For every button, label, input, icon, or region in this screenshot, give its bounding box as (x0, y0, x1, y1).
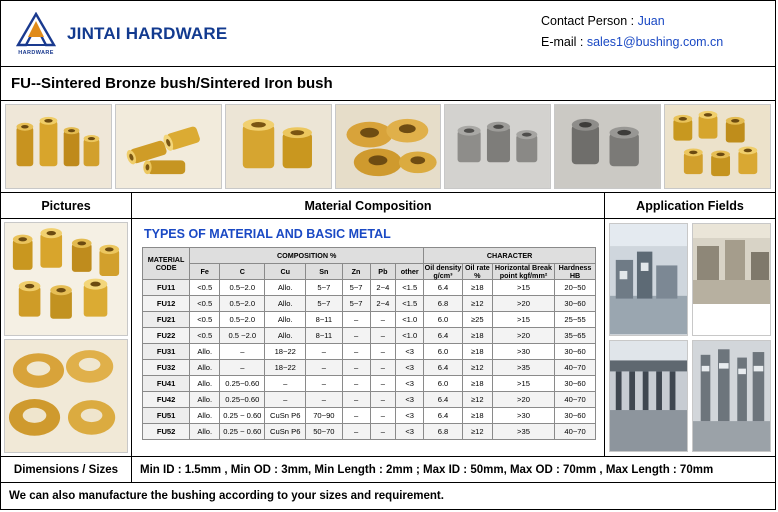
cell-fe: <0.5 (190, 328, 220, 344)
left-photo-1 (4, 222, 128, 336)
cell-code: FU41 (143, 376, 190, 392)
product-photo-4 (335, 104, 442, 189)
table-row (143, 344, 596, 360)
cell-other: <3 (396, 360, 424, 376)
cell-hardness: 30~60 (555, 344, 596, 360)
cell-pb: – (370, 392, 396, 408)
cell-cu: 18~22 (265, 360, 306, 376)
cell-pb: – (370, 408, 396, 424)
cell-oil-density: 6.4 (424, 392, 463, 408)
cell-cu: 18~22 (265, 344, 306, 360)
group-character: CHARACTER (424, 248, 596, 264)
cell-c: 0.5~2.0 (220, 312, 265, 328)
product-photo-2 (115, 104, 222, 189)
cell-code: FU31 (143, 344, 190, 360)
cell-oil-rate: ≥18 (462, 280, 492, 296)
application-photo-4 (692, 340, 771, 453)
cell-fe: Allo. (190, 360, 220, 376)
cell-oil-rate: ≥18 (462, 328, 492, 344)
cell-oil-rate: ≥25 (462, 312, 492, 328)
cell-oil-density: 6.4 (424, 328, 463, 344)
product-photo-strip (1, 101, 775, 193)
cell-break-point: >15 (492, 312, 554, 328)
cell-zn: – (342, 360, 370, 376)
col-oil-density: Oil density g/cm³ (424, 263, 462, 280)
cell-oil-density: 6.0 (424, 312, 463, 328)
cell-code: FU22 (143, 328, 190, 344)
cell-hardness: 40~70 (555, 392, 596, 408)
cell-hardness: 30~60 (555, 296, 596, 312)
cell-zn: – (342, 312, 370, 328)
col-pb: Pb (370, 264, 396, 280)
cell-oil-density: 6.0 (424, 376, 463, 392)
email-label: E-mail : (541, 35, 584, 49)
cell-other: <3 (396, 392, 424, 408)
cell-oil-density: 6.4 (424, 360, 463, 376)
section-header-pictures: Pictures (1, 193, 132, 218)
cell-cu: CuSn P6 (265, 408, 306, 424)
material-composition-panel (132, 219, 605, 456)
cell-oil-rate: ≥18 (462, 376, 492, 392)
page-title: FU--Sintered Bronze bush/Sintered Iron bush (1, 67, 775, 101)
section-header-material-composition: Material Composition (132, 193, 605, 218)
cell-hardness: 40~70 (555, 424, 596, 440)
cell-oil-rate: ≥18 (462, 408, 492, 424)
col-other: other (396, 264, 424, 280)
section-header-application-fields: Application Fields (636, 198, 744, 213)
cell-fe: Allo. (190, 424, 220, 440)
cell-break-point: >15 (492, 376, 554, 392)
cell-cu: CuSn P6 (265, 424, 306, 440)
cell-c: 0.25 ~ 0.60 (220, 424, 265, 440)
col-c: C (220, 264, 265, 280)
dimensions-row (1, 457, 775, 483)
cell-cu: – (265, 376, 306, 392)
logo-subtext: HARDWARE (18, 49, 54, 56)
table-column-header-row (143, 264, 596, 280)
cell-oil-density: 6.0 (424, 344, 463, 360)
cell-break-point: >30 (492, 344, 554, 360)
cell-zn: – (342, 376, 370, 392)
table-group-header-row (143, 248, 596, 264)
cell-sn: 5~7 (306, 280, 342, 296)
cell-fe: Allo. (190, 408, 220, 424)
left-pictures-column (1, 219, 132, 456)
cell-sn: – (306, 360, 342, 376)
cell-c: 0.5~2.0 (220, 296, 265, 312)
cell-pb: – (370, 344, 396, 360)
table-row (143, 360, 596, 376)
cell-oil-rate: ≥12 (462, 296, 492, 312)
cell-pb: 2~4 (370, 280, 396, 296)
cell-hardness: 25~55 (555, 312, 596, 328)
cell-cu: Allo. (265, 312, 306, 328)
product-photo-1 (5, 104, 112, 189)
cell-oil-rate: ≥18 (462, 344, 492, 360)
cell-zn: – (342, 392, 370, 408)
cell-cu: Allo. (265, 328, 306, 344)
material-table-heading: TYPES OF MATERIAL AND BASIC METAL (144, 227, 391, 241)
page-header (1, 1, 775, 67)
table-row (143, 376, 596, 392)
content-row (1, 219, 775, 457)
cell-pb: – (370, 376, 396, 392)
cell-oil-density: 6.4 (424, 408, 463, 424)
table-row (143, 408, 596, 424)
cell-fe: Allo. (190, 344, 220, 360)
cell-oil-rate: ≥12 (462, 360, 492, 376)
table-row (143, 312, 596, 328)
cell-other: <3 (396, 408, 424, 424)
cell-other: <1.5 (396, 280, 424, 296)
cell-break-point: >20 (492, 392, 554, 408)
cell-c: 0.25 ~ 0.60 (220, 408, 265, 424)
cell-zn: – (342, 344, 370, 360)
cell-pb: 2~4 (370, 296, 396, 312)
cell-hardness: 30~60 (555, 408, 596, 424)
table-row (143, 328, 596, 344)
table-row (143, 296, 596, 312)
product-photo-3 (225, 104, 332, 189)
cell-oil-density: 6.4 (424, 280, 463, 296)
col-hardness: Hardness HB (555, 264, 596, 280)
table-row (143, 392, 596, 408)
cell-hardness: 30~60 (555, 376, 596, 392)
product-photo-5 (444, 104, 551, 189)
cell-zn: – (342, 408, 370, 424)
cell-zn: 5~7 (342, 280, 370, 296)
dimensions-label: Dimensions / Sizes (1, 457, 132, 482)
cell-c: 0.5 ~2.0 (220, 328, 265, 344)
cell-zn: – (342, 424, 370, 440)
cell-sn: 8~11 (306, 312, 342, 328)
cell-sn: 50~70 (306, 424, 342, 440)
cell-other: <3 (396, 344, 424, 360)
cell-other: <1.5 (396, 296, 424, 312)
jintai-logo-icon (13, 12, 59, 56)
cell-sn: 5~7 (306, 296, 342, 312)
cell-break-point: >35 (492, 360, 554, 376)
table-row (143, 424, 596, 440)
cell-break-point: >20 (492, 328, 554, 344)
product-photo-7 (664, 104, 771, 189)
left-photo-2 (4, 339, 128, 453)
cell-oil-density: 6.8 (424, 296, 463, 312)
contact-person-value: Juan (637, 14, 665, 28)
cell-code: FU11 (143, 280, 190, 296)
cell-other: <1.0 (396, 328, 424, 344)
group-composition: COMPOSITION % (190, 248, 424, 264)
brand-logo (13, 12, 227, 56)
cell-break-point: >15 (492, 280, 554, 296)
cell-hardness: 20~50 (555, 280, 596, 296)
cell-sn: 70~90 (306, 408, 342, 424)
cell-code: FU52 (143, 424, 190, 440)
col-material-code: MATERIAL CODE (143, 248, 190, 280)
cell-pb: – (370, 328, 396, 344)
cell-fe: <0.5 (190, 312, 220, 328)
cell-other: <3 (396, 376, 424, 392)
cell-code: FU12 (143, 296, 190, 312)
cell-c: 0.5~2.0 (220, 280, 265, 296)
contact-person-row (541, 11, 723, 32)
cell-fe: <0.5 (190, 296, 220, 312)
cell-pb: – (370, 312, 396, 328)
col-oil-rate: Oil rate % (462, 264, 492, 280)
cell-code: FU42 (143, 392, 190, 408)
cell-hardness: 35~65 (555, 328, 596, 344)
col-sn: Sn (306, 264, 342, 280)
email-row (541, 32, 723, 53)
col-break-point: Horizontal Break point kgf/mm² (492, 264, 554, 280)
cell-fe: <0.5 (190, 280, 220, 296)
cell-c: 0.25~0.60 (220, 376, 265, 392)
cell-oil-rate: ≥12 (462, 424, 492, 440)
application-photo-1 (609, 223, 688, 336)
email-value[interactable]: sales1@bushing.com.cn (586, 35, 724, 49)
cell-sn: 8~11 (306, 328, 342, 344)
cell-fe: Allo. (190, 392, 220, 408)
cell-c: – (220, 344, 265, 360)
contact-person-label: Contact Person : (541, 14, 635, 28)
cell-sn: – (306, 344, 342, 360)
cell-break-point: >30 (492, 408, 554, 424)
col-fe: Fe (190, 264, 220, 280)
col-cu: Cu (265, 264, 306, 280)
section-header-row (1, 193, 775, 219)
cell-sn: – (306, 376, 342, 392)
application-photo-2 (692, 223, 771, 336)
product-photo-6 (554, 104, 661, 189)
cell-c: 0.25~0.60 (220, 392, 265, 408)
application-fields-panel (605, 219, 775, 456)
cell-oil-rate: ≥12 (462, 392, 492, 408)
cell-other: <3 (396, 424, 424, 440)
cell-pb: – (370, 360, 396, 376)
dimensions-value: Min ID : 1.5mm , Min OD : 3mm, Min Length : 2mm ; Max ID : 50mm, Max OD : 70mm , Max Length : 70mm (140, 463, 714, 476)
table-row (143, 280, 596, 296)
cell-code: FU51 (143, 408, 190, 424)
cell-c: – (220, 360, 265, 376)
application-photo-3 (609, 340, 688, 453)
cell-break-point: >35 (492, 424, 554, 440)
cell-pb: – (370, 424, 396, 440)
material-spec-table (142, 247, 596, 440)
cell-break-point: >20 (492, 296, 554, 312)
cell-fe: Allo. (190, 376, 220, 392)
cell-other: <1.0 (396, 312, 424, 328)
cell-hardness: 40~70 (555, 360, 596, 376)
cell-code: FU32 (143, 360, 190, 376)
cell-sn: – (306, 392, 342, 408)
contact-block (541, 11, 723, 53)
cell-zn: 5~7 (342, 296, 370, 312)
cell-zn: – (342, 328, 370, 344)
cell-code: FU21 (143, 312, 190, 328)
cell-oil-density: 6.8 (424, 424, 463, 440)
cell-cu: – (265, 392, 306, 408)
manufacture-note: We can also manufacture the bushing according to your sizes and requirement. (9, 490, 444, 502)
col-zn: Zn (342, 264, 370, 280)
cell-cu: Allo. (265, 280, 306, 296)
company-name: JINTAI HARDWARE (67, 23, 228, 43)
cell-cu: Allo. (265, 296, 306, 312)
